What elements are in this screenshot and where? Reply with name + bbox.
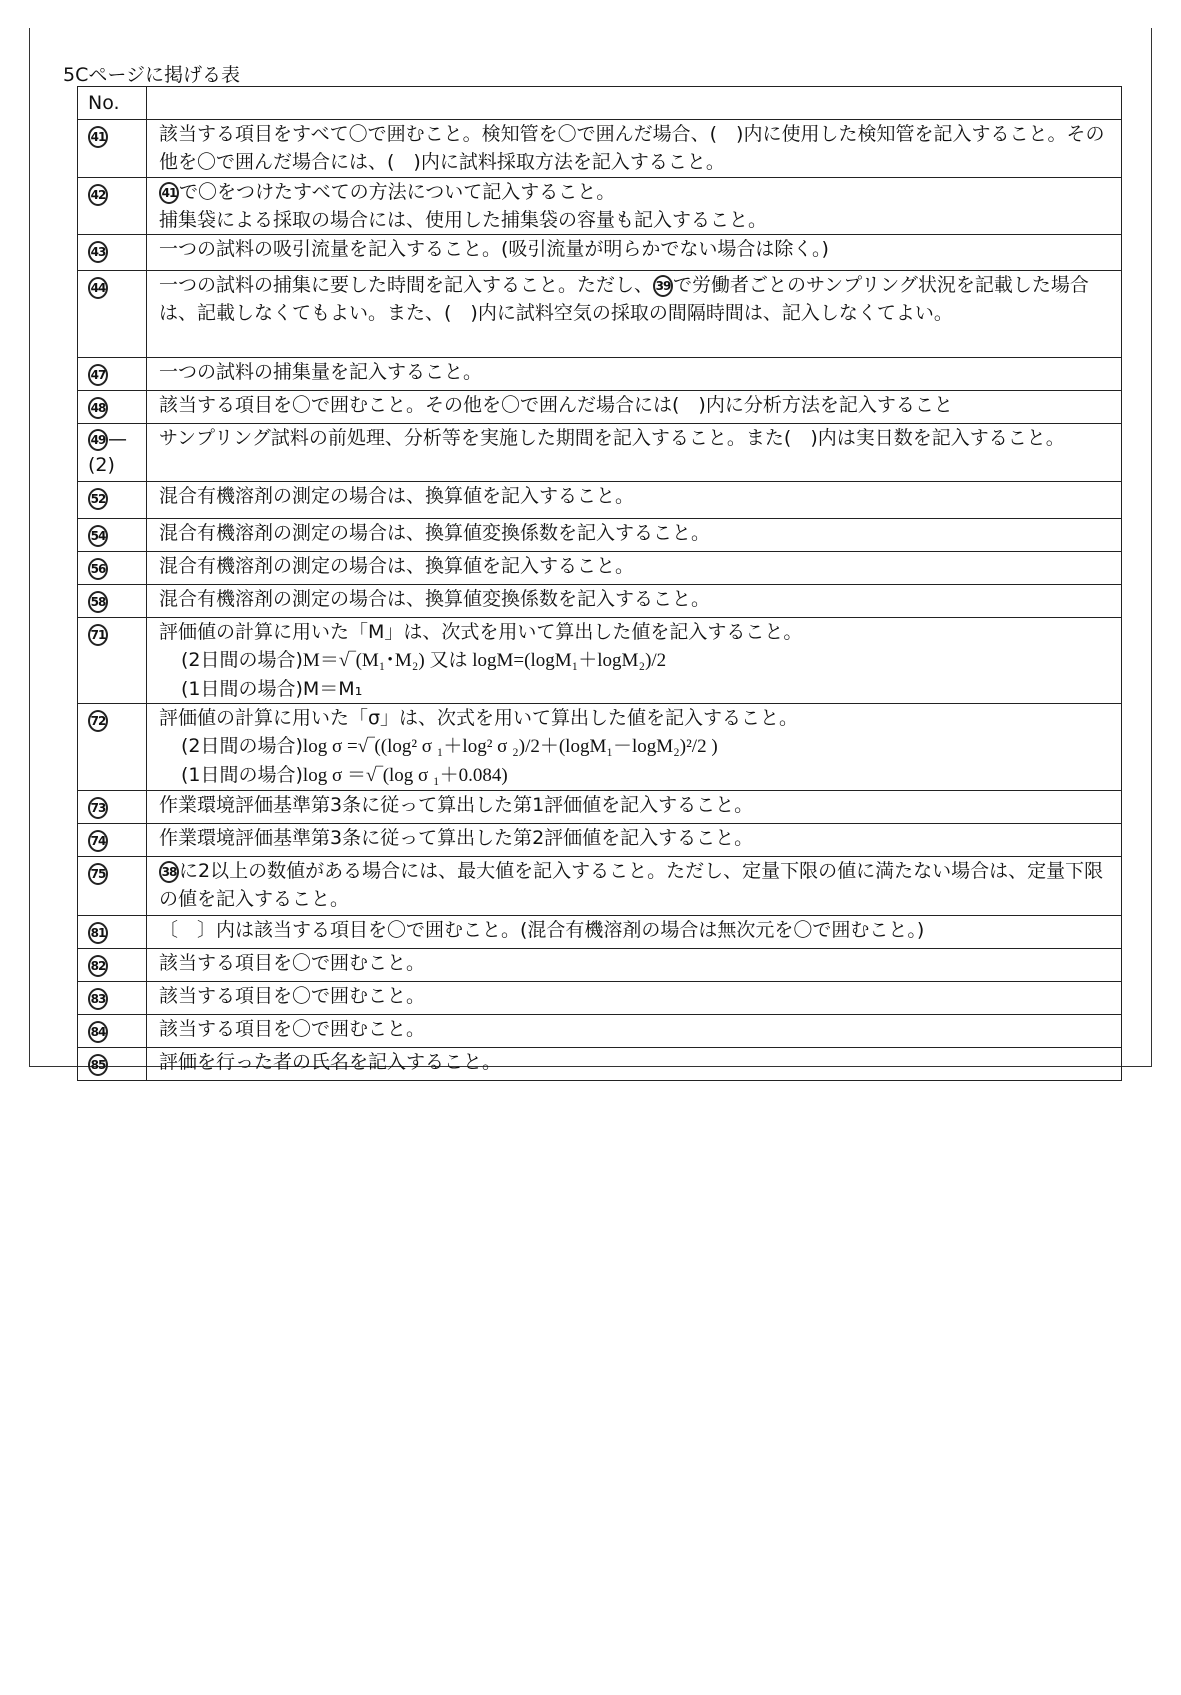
text: 該当する項目を〇で囲むこと。 xyxy=(159,1018,426,1040)
row-number xyxy=(78,178,147,235)
table-row xyxy=(78,552,1122,585)
circled-number: 38 xyxy=(159,861,179,883)
circled-number: 49 xyxy=(88,429,108,451)
table-row xyxy=(78,424,1122,482)
row-number xyxy=(78,949,147,982)
table-row xyxy=(78,358,1122,391)
header-desc xyxy=(147,87,1122,120)
row-description xyxy=(147,358,1122,391)
circled-number: 44 xyxy=(88,277,108,299)
table-row xyxy=(78,982,1122,1015)
text: 一つの試料の吸引流量を記入すること。(吸引流量が明らかでない場合は除く。) xyxy=(159,238,829,260)
row-number xyxy=(78,482,147,519)
circled-number: 58 xyxy=(88,591,108,613)
row-number-suffix: —(2) xyxy=(88,428,127,476)
text: (2日間の場合) xyxy=(181,649,303,671)
text: 該当する項目を〇で囲むこと。その他を〇で囲んだ場合には( )内に分析方法を記入すること xyxy=(159,394,953,416)
table-row xyxy=(78,618,1122,704)
table-row xyxy=(78,271,1122,358)
text: 評価値の計算に用いた「σ」は、次式を用いて算出した値を記入すること。 xyxy=(159,707,799,729)
row-description xyxy=(147,824,1122,857)
table-row xyxy=(78,824,1122,857)
row-number xyxy=(78,358,147,391)
text: で労働者ごとのサンプリング状況を記載した場合は、記載しなくてもよい。また、( )内に試料空気の採取の間隔時間は、記入しなくてよい。 xyxy=(159,274,1089,324)
circled-number: 75 xyxy=(88,863,108,885)
circled-number: 85 xyxy=(88,1054,108,1076)
formula: log σ ＝√‾(log σ ₁＋0.084) xyxy=(302,765,508,786)
circled-number: 52 xyxy=(88,488,108,510)
text: 一つの試料の捕集に要した時間を記入すること。ただし、 xyxy=(159,274,654,296)
instructions-table xyxy=(77,86,1122,1081)
circled-number: 84 xyxy=(88,1021,108,1043)
text: 混合有機溶剤の測定の場合は、換算値変換係数を記入すること。 xyxy=(159,588,711,610)
circled-number: 74 xyxy=(88,830,108,852)
text: 評価値の計算に用いた「M」は、次式を用いて算出した値を記入すること。 xyxy=(159,621,803,643)
text: 捕集袋による採取の場合には、使用した捕集袋の容量も記入すること。 xyxy=(159,209,768,231)
row-number xyxy=(78,235,147,271)
text: 混合有機溶剤の測定の場合は、換算値を記入すること。 xyxy=(159,555,635,577)
text: 混合有機溶剤の測定の場合は、換算値変換係数を記入すること。 xyxy=(159,522,711,544)
row-number xyxy=(78,824,147,857)
row-number xyxy=(78,618,147,704)
circled-number: 41 xyxy=(88,126,108,148)
circled-number: 82 xyxy=(88,955,108,977)
row-description xyxy=(147,391,1122,424)
row-number xyxy=(78,120,147,178)
text: 作業環境評価基準第3条に従って算出した第1評価値を記入すること。 xyxy=(159,794,754,816)
row-description xyxy=(147,618,1122,704)
circled-number: 54 xyxy=(88,525,108,547)
circled-number: 73 xyxy=(88,797,108,819)
text: サンプリング試料の前処理、分析等を実施した期間を記入すること。また( )内は実日数を記入すること。 xyxy=(159,427,1065,449)
table-row xyxy=(78,178,1122,235)
row-description xyxy=(147,424,1122,482)
table-caption: 5Cページに掲げる表 xyxy=(63,64,240,86)
table-row xyxy=(78,857,1122,916)
row-number xyxy=(78,1015,147,1048)
row-description xyxy=(147,519,1122,552)
text: 作業環境評価基準第3条に従って算出した第2評価値を記入すること。 xyxy=(159,827,754,849)
table-row xyxy=(78,519,1122,552)
table-row xyxy=(78,949,1122,982)
row-number xyxy=(78,271,147,358)
row-description xyxy=(147,1048,1122,1081)
text: 評価を行った者の氏名を記入すること。 xyxy=(159,1051,502,1073)
row-description xyxy=(147,482,1122,519)
text: (2日間の場合) xyxy=(181,735,303,757)
row-description xyxy=(147,791,1122,824)
text: 該当する項目を〇で囲むこと。 xyxy=(159,952,426,974)
formula: log σ =√‾((log² σ ₁＋log² σ ₂)/2＋(logM₁－logM₂)²/2 ) xyxy=(302,736,718,757)
row-description xyxy=(147,178,1122,235)
table-row xyxy=(78,704,1122,791)
circled-number: 72 xyxy=(88,710,108,732)
row-number xyxy=(78,704,147,791)
table-row xyxy=(78,1015,1122,1048)
header-no: No. xyxy=(78,87,147,120)
circled-number: 42 xyxy=(88,184,108,206)
circled-number: 83 xyxy=(88,988,108,1010)
circled-number: 47 xyxy=(88,364,108,386)
row-description xyxy=(147,235,1122,271)
circled-number: 81 xyxy=(88,922,108,944)
row-description xyxy=(147,857,1122,916)
row-description xyxy=(147,271,1122,358)
text: 一つの試料の捕集量を記入すること。 xyxy=(159,361,483,383)
row-number xyxy=(78,424,147,482)
circled-number: 43 xyxy=(88,241,108,263)
text: 該当する項目をすべて〇で囲むこと。検知管を〇で囲んだ場合、( )内に使用した検知管を記入すること。その他を〇で囲んだ場合には、( )内に試料採取方法を記入すること。 xyxy=(159,123,1105,173)
text: 混合有機溶剤の測定の場合は、換算値を記入すること。 xyxy=(159,485,635,507)
table-row xyxy=(78,482,1122,519)
table-row xyxy=(78,1048,1122,1081)
row-number xyxy=(78,857,147,916)
row-number xyxy=(78,791,147,824)
text: に2以上の数値がある場合には、最大値を記入すること。ただし、定量下限の値に満たない場合は、定量下限の値を記入すること。 xyxy=(159,860,1104,910)
row-description xyxy=(147,916,1122,949)
row-description xyxy=(147,552,1122,585)
row-number xyxy=(78,982,147,1015)
row-description xyxy=(147,1015,1122,1048)
circled-number: 41 xyxy=(159,182,179,204)
text: 該当する項目を〇で囲むこと。 xyxy=(159,985,426,1007)
table-row xyxy=(78,916,1122,949)
row-description xyxy=(147,120,1122,178)
text: 〔 〕内は該当する項目を〇で囲むこと。(混合有機溶剤の場合は無次元を〇で囲むこと。) xyxy=(159,919,925,941)
table-row xyxy=(78,585,1122,618)
row-description xyxy=(147,585,1122,618)
text: (1日間の場合) xyxy=(181,764,303,786)
row-description xyxy=(147,949,1122,982)
row-number xyxy=(78,391,147,424)
row-number xyxy=(78,916,147,949)
formula: M＝√‾(M₁･M₂) 又は logM=(logM₁＋logM₂)/2 xyxy=(302,650,667,671)
table-row xyxy=(78,120,1122,178)
row-number xyxy=(78,585,147,618)
table-header-row xyxy=(78,87,1122,120)
text: で〇をつけたすべての方法について記入すること。 xyxy=(179,181,616,203)
circled-number: 39 xyxy=(653,275,673,297)
circled-number: 71 xyxy=(88,624,108,646)
table-row xyxy=(78,235,1122,271)
circled-number: 56 xyxy=(88,558,108,580)
row-description xyxy=(147,982,1122,1015)
row-description xyxy=(147,704,1122,791)
table-row xyxy=(78,391,1122,424)
row-number xyxy=(78,552,147,585)
row-number xyxy=(78,519,147,552)
text: (1日間の場合)M＝M₁ xyxy=(181,678,363,700)
row-number xyxy=(78,1048,147,1081)
table-row xyxy=(78,791,1122,824)
circled-number: 48 xyxy=(88,397,108,419)
